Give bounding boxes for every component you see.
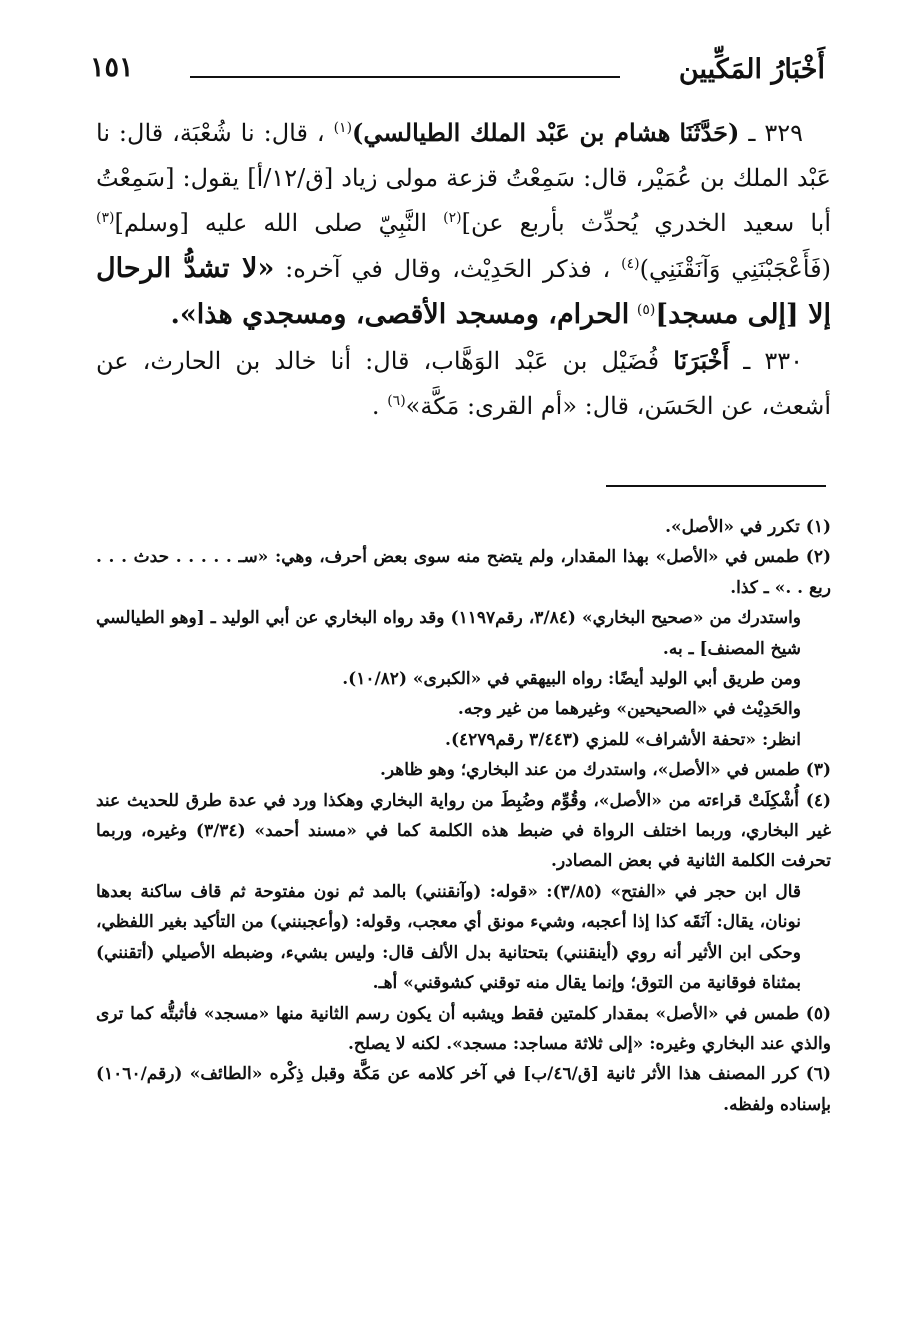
footnote-ref-6[interactable]: (٦) xyxy=(387,393,406,409)
footnote-4-cont: قال ابن حجر في «الفتح» (٣/٨٥): «قوله: (وآنقنني) بالمد ثم نون مفتوحة ثم قاف ساكنة بعدها نونان، يقال: آنَقَه كذا إذا أعجبه، وشيء مونق أي معجب، وقوله: (وأعجبنني) من التأكيد بغير اللفظي، وحكى ابن الأثير أنه روي (أينقنني) بتحتانية بدل الألف قال: وليس بشيء، وضبطه الأصيلي (أتقنني) بمثناة فوقانية من التوق؛ وإنما يقال منه توقني كشوقني» أهـ. xyxy=(96,881,802,994)
footnotes xyxy=(96,512,831,1120)
narration-text: ، فذكر الحَدِيْث، وقال في آخره: xyxy=(285,255,611,283)
end-period: . xyxy=(371,392,380,420)
book-title: أَخْبَارُ المَكِّيين xyxy=(678,54,825,85)
main-text xyxy=(96,110,831,429)
isnad-text: ، قال: نا شُعْبَة، قال: نا عَبْد الملك بن عُمَيْر، قال: سَمِعْتُ قزعة مولى زياد [ق/١٢/أ] يقول: [سَمِعْتُ أبا سعيد الخدري يُحدِّث بأربع عن] xyxy=(96,119,831,237)
footnote-ref-5[interactable]: (٥) xyxy=(636,302,656,318)
isnad-text: فُضَيْل بن عَبْد الوَهَّاب، قال: أنا خالد بن الحارث، عن أشعث، عن الحَسَن، قال: «أم القرى: مَكَّة» xyxy=(96,347,831,420)
hadith-number: ٣٢٩ ـ xyxy=(748,119,803,147)
transmission-word: (حَدَّثَنَا xyxy=(679,118,740,147)
prophet-mention: النَّبِيّ صلى الله عليه [وسلم] xyxy=(114,209,428,237)
narrator-name: هشام بن عَبْد الملك الطيالسي) xyxy=(352,118,671,147)
footnote-3: (٣) طمس في «الأصل»، واستدرك من عند البخاري؛ وهو ظاهر. xyxy=(379,760,831,781)
footnote-6: (٦) كرر المصنف هذا الأثر ثانية [ق/٤٦/ب] في آخر كلامه عن مَكَّة وقبل ذِكْره «الطائف» (رقم/١٠٦٠) بإسناده ولفظه. xyxy=(96,1064,831,1115)
transmission-word: أَخْبَرَنَا xyxy=(673,346,730,375)
hadith-329 xyxy=(96,110,831,338)
matn-phrase: (فَأَعْجَبْنَنِي وَآنَقْنَنِي) xyxy=(639,255,831,283)
hadith-330 xyxy=(96,338,831,429)
page-header xyxy=(90,48,825,98)
footnote-2-cont: ومن طريق أبي الوليد أيضًا: رواه البيهقي في «الكبرى» (١٠/٨٢). xyxy=(342,669,801,690)
footnote-separator xyxy=(606,485,826,487)
header-rule xyxy=(190,76,620,78)
footnote-2: (٢) طمس في «الأصل» بهذا المقدار، ولم يتضح منه سوى بعض أحرف، وهي: «سـ . . . . . حدث . . . ربع . .» ـ كذا. xyxy=(96,547,831,598)
footnote-ref-2[interactable]: (٢) xyxy=(443,210,462,226)
footnote-1: (١) تكرر في «الأصل». xyxy=(665,517,831,537)
footnote-2-cont: انظر: «تحفة الأشراف» للمزي (٣/٤٤٣ رقم٤٢٧٩). xyxy=(445,729,801,750)
footnote-ref-3[interactable]: (٣) xyxy=(96,210,115,226)
hadith-number: ٣٣٠ ـ xyxy=(743,347,803,375)
footnote-ref-1[interactable]: (١) xyxy=(333,120,353,136)
hadith-quote-part2: الحرام، ومسجد الأقصى، ومسجدي هذا». xyxy=(170,299,630,330)
footnote-ref-4[interactable]: (٤) xyxy=(621,256,640,272)
page-number: ١٥١ xyxy=(90,52,134,83)
footnote-5: (٥) طمس في «الأصل» بمقدار كلمتين فقط ويشبه أن يكون رسم الثانية منها «مسجد» فأثبتُّه كما ترى والذي عند البخاري وغيره: «إلى ثلاثة مساجد: مسجد». لكنه لا يصلح. xyxy=(96,1003,831,1054)
hadith-quote-part1: «لا تشدُّ الرحال إلا [إلى مسجد] xyxy=(96,253,831,330)
footnote-4: (٤) أُشْكِلَتْ قراءته من «الأصل»، وقُوِّم وضُبِطَ من رواية البخاري وهكذا ورد في عدة طرق للحديث عند غير البخاري، وربما اختلف الرواة في ضبط هذه الكلمة كما في «مسند أحمد» (٣/٣٤) وغيره، وربما تحرفت الكلمة الثانية في بعض المصادر. xyxy=(96,790,831,872)
footnote-2-cont: واستدرك من «صحيح البخاري» (٣/٨٤، رقم١١٩٧) وقد رواه البخاري عن أبي الوليد ـ [وهو الطيالسي شيخ المصنف] ـ به. xyxy=(96,608,801,659)
footnote-2-cont: والحَدِيْث في «الصحيحين» وغيرهما من غير وجه. xyxy=(457,699,801,720)
